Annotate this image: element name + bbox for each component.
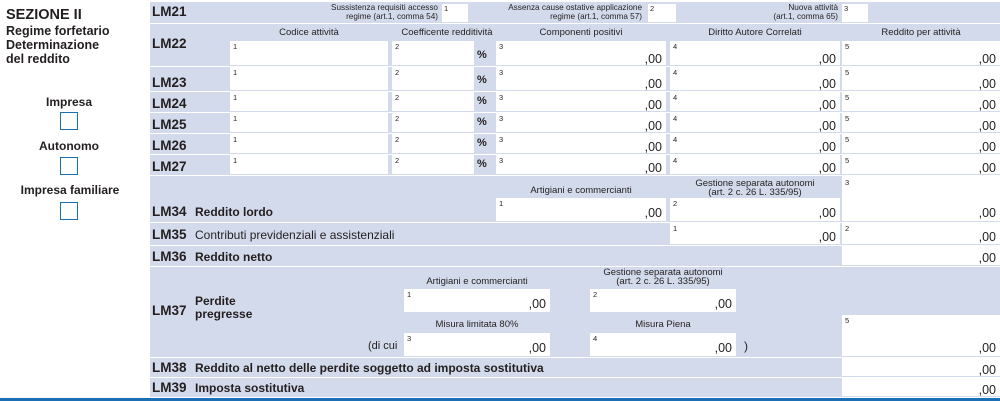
row-lm23 [150, 67, 1000, 92]
lm27-field-2[interactable] [392, 155, 474, 174]
row-lm27 [150, 155, 1000, 176]
lm22-field-4[interactable] [670, 41, 840, 65]
lm39-value: ,00 [978, 383, 996, 397]
lm24-field-4[interactable] [670, 92, 840, 111]
lm34-label: Reddito lordo [195, 205, 273, 219]
lm27-percent: % [477, 158, 487, 170]
lm22-field-5[interactable] [842, 41, 1000, 65]
lm21-f1-label-line2: regime (art.1, comma 54) [346, 11, 438, 21]
lm21-field-1[interactable] [442, 4, 468, 22]
lm21-f3-label-line1: Nuova attività [788, 3, 838, 12]
lm38-label: Reddito al netto delle perdite soggetto ad imposta sostitutiva [195, 361, 544, 375]
header-diritto: Diritto Autore Correlati [708, 27, 802, 38]
lm21-f1-label [270, 4, 438, 21]
lm24-code: LM24 [152, 96, 187, 111]
lm37-h4: Misura Piena [635, 319, 691, 330]
lm23-f4-num: 4 [673, 68, 678, 77]
lm26-code: LM26 [152, 138, 187, 153]
lm37-field-5[interactable] [842, 315, 1000, 356]
lm37-field-2[interactable] [590, 289, 736, 312]
lm21-f3-num: 3 [844, 4, 849, 13]
lm26-f3-num: 3 [499, 135, 504, 144]
impresa-familiare-label: Impresa familiare [20, 183, 120, 197]
lm34-h2-line2: (art. 2 c. 26 L. 335/95) [708, 187, 802, 198]
lm22-field-3[interactable] [496, 41, 666, 65]
lm26-f4-value: ,00 [818, 140, 836, 154]
lm26-f2-num: 2 [395, 135, 400, 144]
row-lm37 [150, 267, 1000, 358]
lm25-f3-value: ,00 [644, 119, 662, 133]
lm37-h3: Misura limitata 80% [435, 319, 519, 330]
lm21-f2-label [472, 4, 642, 21]
lm35-label: Contributi previdenziali e assistenziali [195, 228, 395, 242]
lm22-f5-num: 5 [845, 42, 850, 51]
lm35-code: LM35 [152, 227, 187, 242]
lm34-field-3[interactable] [842, 176, 1000, 221]
lm38-value: ,00 [978, 363, 996, 377]
lm39-code: LM39 [152, 380, 187, 395]
lm27-field-5[interactable] [842, 155, 1000, 174]
header-componenti: Componenti positivi [539, 27, 623, 38]
row-lm38 [150, 358, 1000, 378]
lm27-f2-num: 2 [395, 156, 400, 165]
lm37-f4-value: ,00 [714, 341, 732, 355]
lm34-field-1[interactable] [496, 198, 666, 221]
lm37-di-cui: (di cui [368, 340, 398, 352]
lm34-f1-num: 1 [499, 199, 504, 208]
lm24-field-5[interactable] [842, 92, 1000, 111]
lm36-value: ,00 [978, 251, 996, 265]
lm21-field-2[interactable] [648, 4, 676, 22]
lm23-f5-num: 5 [845, 68, 850, 77]
section-subtitle-2: Determinazione [6, 38, 100, 52]
lm25-f5-num: 5 [845, 114, 850, 123]
lm27-f5-value: ,00 [978, 161, 996, 175]
lm25-f1-num: 1 [233, 114, 238, 123]
lm26-f1-num: 1 [233, 135, 238, 144]
lm27-code: LM27 [152, 159, 187, 174]
lm25-f4-num: 4 [673, 114, 678, 123]
lm24-field-2[interactable] [392, 92, 474, 111]
lm37-label-line2: pregresse [195, 307, 253, 321]
lm39-field[interactable] [842, 378, 1000, 396]
lm21-f2-num: 2 [650, 4, 655, 13]
lm38-field[interactable] [842, 358, 1000, 376]
lm37-h2 [590, 268, 736, 286]
lm22-f4-num: 4 [673, 42, 678, 51]
lm35-f1-value: ,00 [818, 230, 836, 244]
lm22-f2-num: 2 [395, 42, 400, 51]
lm37-f3-num: 3 [407, 334, 412, 343]
lm24-f5-num: 5 [845, 93, 850, 102]
impresa-checkbox[interactable] [60, 112, 78, 130]
autonomo-checkbox[interactable] [60, 157, 78, 175]
lm37-f4-num: 4 [593, 334, 598, 343]
lm21-f1-label-line1: Sussistenza requisiti accesso [331, 3, 438, 12]
lm35-f2-value: ,00 [978, 230, 996, 244]
row-lm24 [150, 92, 1000, 113]
row-lm35 [150, 223, 1000, 246]
lm36-field[interactable] [842, 246, 1000, 265]
row-lm25 [150, 113, 1000, 134]
lm21-f3-label-line2: (art.1, comma 65) [773, 11, 838, 21]
lm27-f4-num: 4 [673, 156, 678, 165]
lm27-f3-num: 3 [499, 156, 504, 165]
lm26-field-2[interactable] [392, 134, 474, 153]
header-coefficiente: Coefficente redditività [401, 27, 493, 38]
lm37-h2-line1: Gestione separata autonomi [603, 267, 723, 278]
lm26-field-4[interactable] [670, 134, 840, 153]
lm27-field-4[interactable] [670, 155, 840, 174]
lm38-code: LM38 [152, 360, 187, 375]
lm23-f3-value: ,00 [644, 77, 662, 91]
lm23-field-4[interactable] [670, 67, 840, 90]
lm37-f1-num: 1 [407, 290, 412, 299]
lm27-field-1[interactable] [230, 155, 388, 174]
lm36-code: LM36 [152, 249, 187, 264]
lm25-field-2[interactable] [392, 113, 474, 132]
lm37-close-paren: ) [744, 339, 748, 353]
header-reddito: Reddito per attività [881, 27, 961, 38]
lm23-field-2[interactable] [392, 67, 474, 90]
lm34-f1-value: ,00 [644, 206, 662, 220]
lm25-field-1[interactable] [230, 113, 388, 132]
lm22-f1-num: 1 [233, 42, 238, 51]
lm37-label-line1: Perdite [195, 294, 236, 308]
lm24-percent: % [477, 95, 487, 107]
lm25-f3-num: 3 [499, 114, 504, 123]
lm34-h1: Artigiani e commercianti [530, 185, 632, 196]
lm24-f5-value: ,00 [978, 98, 996, 112]
lm21-code: LM21 [152, 4, 187, 19]
lm25-code: LM25 [152, 117, 187, 132]
lm36-label: Reddito netto [195, 250, 273, 264]
lm26-f3-value: ,00 [644, 140, 662, 154]
lm37-f5-value: ,00 [978, 341, 996, 355]
lm25-field-5[interactable] [842, 113, 1000, 132]
lm24-f1-num: 1 [233, 93, 238, 102]
lm24-f3-num: 3 [499, 93, 504, 102]
lm23-f1-num: 1 [233, 68, 238, 77]
lm34-f2-num: 2 [673, 199, 678, 208]
lm23-code: LM23 [152, 75, 187, 90]
lm26-f5-num: 5 [845, 135, 850, 144]
lm37-f5-num: 5 [845, 316, 850, 325]
lm23-f4-value: ,00 [818, 77, 836, 91]
lm25-f5-value: ,00 [978, 119, 996, 133]
lm27-f1-num: 1 [233, 156, 238, 165]
lm39-label: Imposta sostitutiva [195, 381, 305, 395]
lm27-f4-value: ,00 [818, 161, 836, 175]
form-grid [150, 0, 1000, 401]
lm27-f3-value: ,00 [644, 161, 662, 175]
section-subtitle-3: del reddito [6, 52, 70, 66]
lm24-f3-value: ,00 [644, 98, 662, 112]
lm25-f4-value: ,00 [818, 119, 836, 133]
row-lm22 [150, 24, 1000, 67]
lm24-field-3[interactable] [496, 92, 666, 111]
row-lm21 [150, 2, 1000, 24]
lm27-field-3[interactable] [496, 155, 666, 174]
lm22-field-1[interactable] [230, 41, 388, 65]
lm25-field-3[interactable] [496, 113, 666, 132]
lm34-h2 [670, 179, 840, 197]
lm34-h2-line1: Gestione separata autonomi [695, 178, 815, 189]
lm37-f2-num: 2 [593, 290, 598, 299]
lm37-field-4[interactable] [590, 333, 736, 356]
lm22-f3-value: ,00 [644, 52, 662, 66]
lm25-f2-num: 2 [395, 114, 400, 123]
lm21-f2-label-line2: regime (art.1, comma 57) [550, 11, 642, 21]
lm25-percent: % [477, 116, 487, 128]
lm23-field-1[interactable] [230, 67, 388, 90]
lm34-f2-value: ,00 [818, 206, 836, 220]
row-lm34 [150, 176, 1000, 223]
lm22-f5-value: ,00 [978, 52, 996, 66]
lm37-f1-value: ,00 [528, 297, 546, 311]
lm22-code: LM22 [152, 36, 187, 51]
lm35-field-1[interactable] [670, 223, 840, 244]
lm24-field-1[interactable] [230, 92, 388, 111]
lm35-field-2[interactable] [842, 223, 1000, 244]
lm24-f4-value: ,00 [818, 98, 836, 112]
lm37-h2-line2: (art. 2 c. 26 L. 335/95) [616, 276, 710, 287]
lm26-field-5[interactable] [842, 134, 1000, 153]
row-lm26 [150, 134, 1000, 155]
autonomo-label: Autonomo [39, 139, 99, 153]
lm26-percent: % [477, 137, 487, 149]
lm21-field-3[interactable] [842, 4, 868, 22]
lm37-f3-value: ,00 [528, 341, 546, 355]
lm21-f1-num: 1 [444, 4, 449, 13]
lm23-f3-num: 3 [499, 68, 504, 77]
lm27-f5-num: 5 [845, 156, 850, 165]
lm34-f3-value: ,00 [978, 206, 996, 220]
impresa-label: Impresa [45, 95, 93, 109]
lm25-field-4[interactable] [670, 113, 840, 132]
lm22-field-2[interactable] [392, 41, 474, 65]
row-lm39 [150, 378, 1000, 398]
lm37-code: LM37 [152, 303, 187, 318]
lm23-f5-value: ,00 [978, 77, 996, 91]
lm37-field-3[interactable] [404, 333, 550, 356]
row-lm36 [150, 246, 1000, 267]
lm34-code: LM34 [152, 204, 187, 219]
lm23-field-3[interactable] [496, 67, 666, 90]
lm37-h1: Artigiani e commercianti [426, 276, 528, 287]
lm35-f2-num: 2 [845, 224, 850, 233]
impresa-familiare-checkbox[interactable] [60, 202, 78, 220]
lm34-f3-num: 3 [845, 178, 850, 187]
section-title: SEZIONE II [6, 7, 82, 23]
lm23-percent: % [477, 74, 487, 86]
lm24-f4-num: 4 [673, 93, 678, 102]
lm26-f4-num: 4 [673, 135, 678, 144]
lm21-f2-label-line1: Assenza cause ostative applicazione [508, 3, 642, 12]
lm37-f2-value: ,00 [714, 297, 732, 311]
lm34-field-2[interactable] [670, 198, 840, 221]
section-subtitle-1: Regime forfetario [6, 24, 110, 38]
lm22-f4-value: ,00 [818, 52, 836, 66]
lm37-label [195, 295, 252, 321]
header-codice: Codice attività [279, 27, 339, 38]
lm26-field-3[interactable] [496, 134, 666, 153]
lm26-field-1[interactable] [230, 134, 388, 153]
lm23-f2-num: 2 [395, 68, 400, 77]
lm21-f3-label [710, 4, 838, 21]
lm37-field-1[interactable] [404, 289, 550, 312]
lm24-f2-num: 2 [395, 93, 400, 102]
section-panel [0, 0, 150, 401]
lm35-f1-num: 1 [673, 224, 678, 233]
lm23-field-5[interactable] [842, 67, 1000, 90]
lm22-f3-num: 3 [499, 42, 504, 51]
lm22-percent: % [477, 49, 487, 61]
lm26-f5-value: ,00 [978, 140, 996, 154]
